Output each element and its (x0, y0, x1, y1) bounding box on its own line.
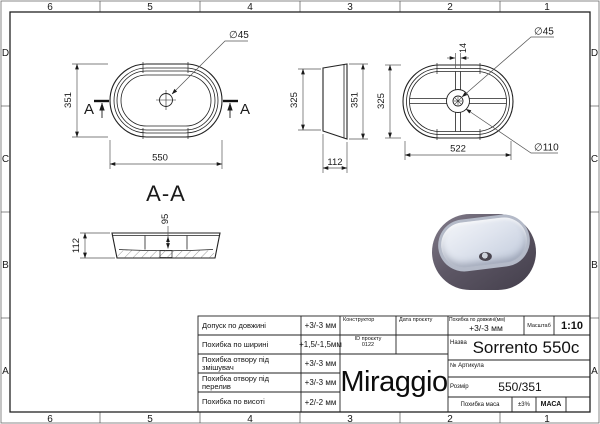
project-id-label: ID проєкту (354, 336, 382, 342)
zone-col-label: 5 (147, 2, 153, 13)
section-view (71, 181, 220, 258)
tolerance-value: +1,5/-1,5мм (299, 340, 342, 349)
zone-col-label: 6 (47, 2, 53, 13)
tolerance-label: Похибка отвору під змішувач (202, 354, 269, 372)
bottom-width-dim: 522 (450, 143, 466, 155)
zone-row-label: C (1, 154, 10, 165)
plan-width-dim: 550 (152, 152, 168, 164)
tolerance-label: Допуск по довжині (202, 320, 266, 330)
zone-col-label: 4 (247, 2, 253, 13)
section-letter-right: A (239, 101, 251, 118)
section-height-dim-lines (80, 233, 115, 258)
bowl-drain (479, 252, 492, 261)
constructor-label: Конструктор (343, 317, 375, 323)
tolerance-label: Похибка отвору під перелив (202, 373, 269, 391)
mass-tolerance-label: Похибка маса (460, 401, 500, 408)
product-render (430, 208, 538, 292)
section-height-dim: 112 (71, 237, 82, 254)
bottom-depth-dim-lines (385, 65, 401, 138)
section-hatching (117, 251, 216, 259)
section-letter-left: A (83, 101, 95, 118)
length-tolerance-label: Похибка по довжині(мм) (449, 317, 506, 323)
tolerance-value: +3/-3 мм (304, 378, 337, 387)
bottom-depth-dim: 325 (376, 93, 387, 109)
zone-row-label: A (2, 366, 9, 377)
side-depth-dim: 351 (349, 92, 361, 108)
size-value: 550/351 (498, 380, 542, 394)
zone-col-label: 2 (447, 2, 453, 13)
zone-col-label: 3 (347, 2, 353, 13)
zone-col-label: 1 (544, 414, 550, 424)
length-tolerance-value: +3/-3 мм (469, 322, 503, 333)
tangent-ticks (143, 62, 188, 139)
rib-dim-lines (447, 53, 469, 69)
plan-view (63, 30, 250, 169)
side-view (289, 64, 368, 173)
project-date-label: Дата проєкту (399, 317, 433, 323)
article-label: № Артикула (450, 363, 484, 369)
zone-numbers-bottom (47, 414, 550, 424)
zone-col-label: 6 (47, 414, 53, 424)
rib-dim: 14 (458, 42, 468, 54)
zone-col-label: 1 (544, 2, 550, 13)
zone-row-label: D (590, 48, 599, 59)
tolerance-value: +2/-2 мм (304, 397, 337, 407)
tolerance-label: Похибка по ширині (202, 339, 269, 349)
section-title: A-A (146, 181, 186, 206)
drain-leader (172, 41, 248, 94)
side-outline (323, 64, 347, 139)
section-cut-marks (84, 101, 250, 118)
zone-col-label: 3 (347, 414, 353, 424)
overflow-ring-dim: ∅110 (534, 142, 559, 154)
side-inner-dim-lines (298, 69, 321, 130)
mass-label: МАСА (540, 401, 562, 408)
side-inner-dim: 325 (289, 92, 300, 108)
scale-label: Масштаб (527, 322, 551, 329)
drain-star-icon (454, 97, 462, 105)
zone-row-label: B (591, 260, 598, 271)
name-label: Назва (450, 340, 467, 346)
mass-tolerance-value: ±3% (518, 401, 530, 408)
brand-logo: Miraggio (340, 365, 448, 398)
zone-row-label: A (591, 366, 598, 377)
zone-row-label: C (590, 154, 599, 165)
zone-row-label: D (1, 48, 10, 59)
zone-col-label: 5 (147, 414, 153, 424)
plan-drain-dim: ∅45 (229, 30, 249, 41)
zone-col-label: 2 (447, 414, 453, 424)
tolerance-value: +3/-3 мм (304, 359, 337, 368)
zone-col-label: 4 (247, 414, 253, 424)
bottom-drain-leader (462, 37, 554, 97)
plan-depth-dim: 351 (63, 92, 74, 108)
bottom-view (376, 27, 559, 161)
project-id-value: 0122 (361, 342, 375, 348)
bottom-drain-dim: ∅45 (534, 26, 554, 38)
product-name: Sorrento 550c (472, 337, 580, 357)
zone-row-label: B (2, 260, 9, 271)
tolerance-label: Похибка по висоті (202, 397, 265, 406)
tolerance-value: +3/-3 мм (304, 321, 337, 330)
basin-depth-dim: 95 (160, 213, 171, 225)
side-height-dim: 112 (327, 157, 343, 168)
scale-value: 1:10 (560, 319, 584, 332)
size-label: Розмір (450, 384, 469, 390)
